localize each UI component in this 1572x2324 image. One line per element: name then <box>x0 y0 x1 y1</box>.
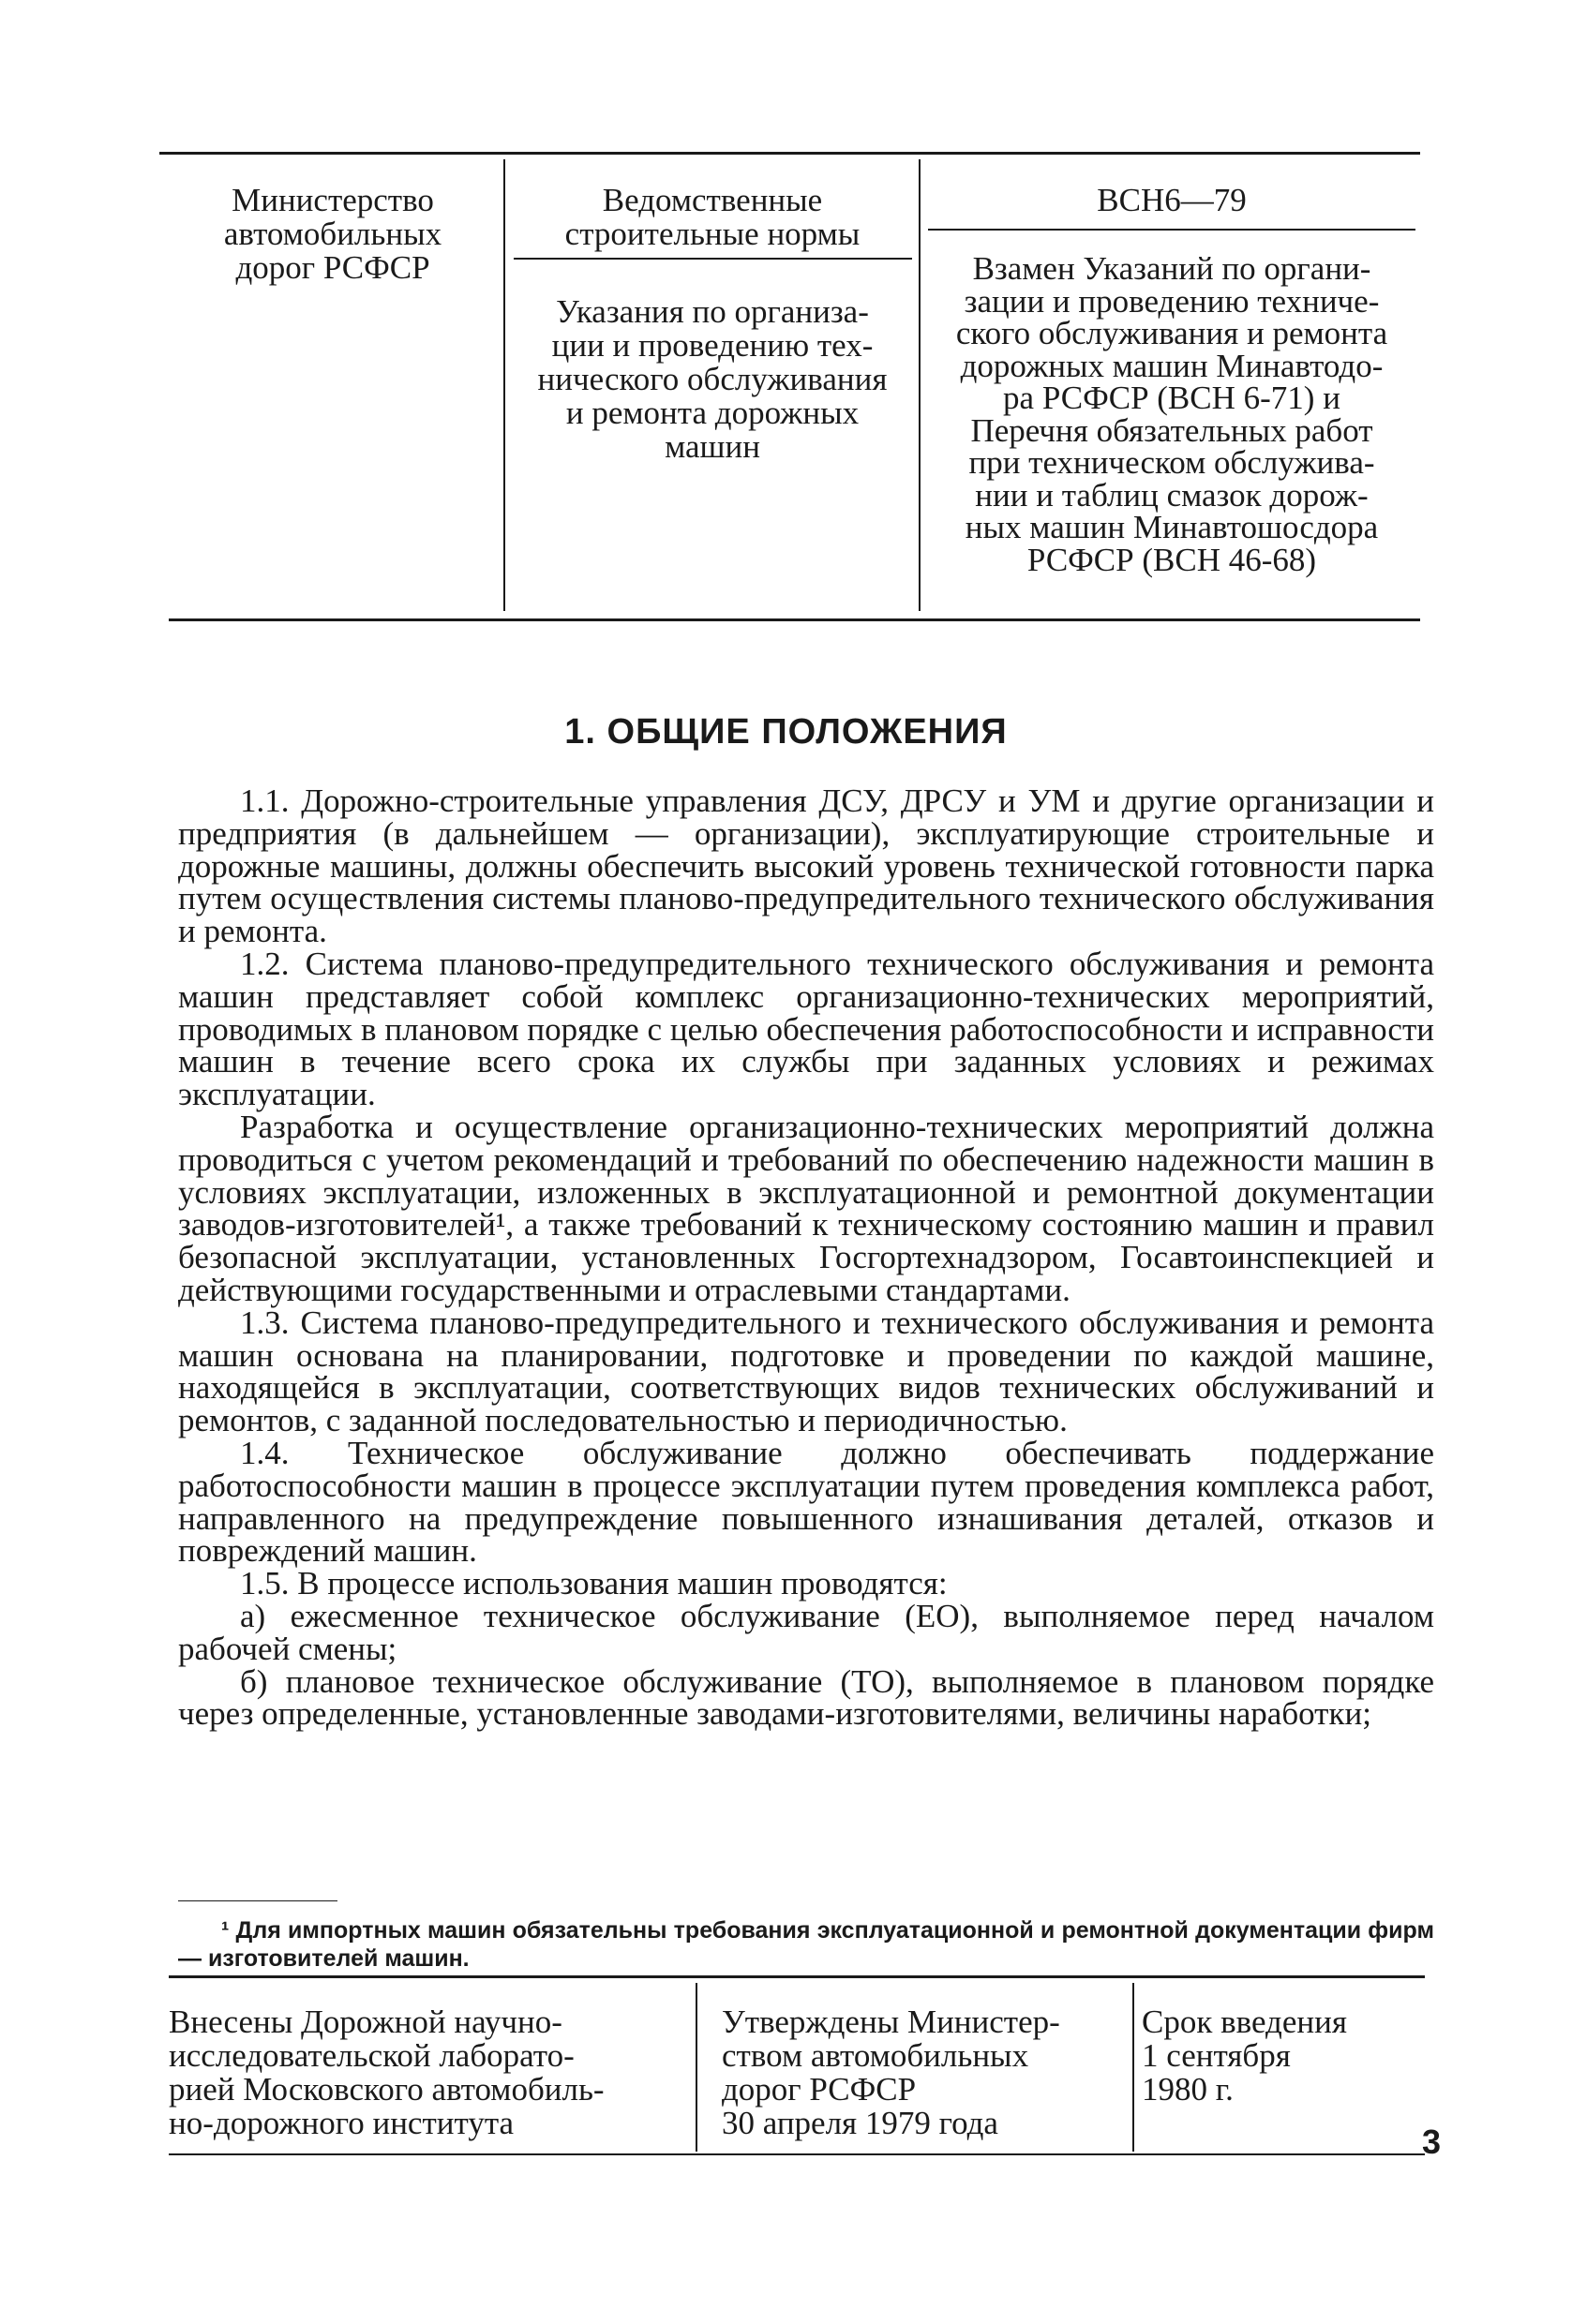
introduced-line: рией Московского автомобиль- <box>169 2071 605 2108</box>
approved-line: 30 апреля 1979 года <box>722 2105 998 2141</box>
ministry-line: автомобильных <box>223 216 442 252</box>
ministry-line: дорог РСФСР <box>235 249 430 286</box>
effective-line: Срок введения <box>1142 2004 1347 2040</box>
approved-line: Утверждены Министер- <box>722 2004 1060 2040</box>
replaces-line: РСФСР (ВСН 46-68) <box>1026 541 1317 578</box>
doc-title-line: машин <box>665 428 760 465</box>
norm-type-line: Ведомственные <box>602 182 823 218</box>
replaces-line: ных машин Минавтошосдора <box>965 509 1379 545</box>
paragraph-1-1: 1.1. Дорожно-строительные управления ДСУ, ДРСУ и УМ и другие организации и предприятия (в дальнейшем — организации), эксплуатирующие строительные и дорожные машины, должны обеспечить высокий уровень технической готовности парка путем осуществления системы планово-предупредительного технического обслуживания и ремонта. <box>178 782 1434 950</box>
introduced-cell <box>169 2005 684 2140</box>
paragraph-1-3: 1.3. Система планово-предупредительного и технического обслуживания и ремонта машин основана на планировании, подготовке и проведении по каждой машине, находящейся в эксплуатации, соответствующих видов технических обслуживаний и ремонтов, с заданной последовательностью и периодичностью. <box>178 1304 1434 1439</box>
effective-cell <box>1142 2005 1423 2107</box>
page-number: 3 <box>1421 2123 1441 2161</box>
body-text <box>178 782 1434 1733</box>
section-title: 1. ОБЩИЕ ПОЛОЖЕНИЯ <box>564 712 1008 752</box>
effective-line: 1980 г. <box>1142 2071 1234 2108</box>
paragraph-development: Разработка и осуществление организационно-технических мероприятий должна проводиться с учетом рекомендаций и требований по обеспечению надежности машин в условиях эксплуатации, изложенных в эксплуатационной и ремонтной документации заводов-изготовителей¹, а также требований к техническому состоянию машин и правил безопасной эксплуатации, установленных Госгортехнадзором, Госавтоинспекцией и действующими государственными и отраслевыми стандартами. <box>178 1108 1434 1308</box>
ministry-line: Министерство <box>232 182 434 218</box>
header-divider-1 <box>503 159 505 611</box>
footer-divider-2 <box>1132 1983 1134 2152</box>
footnote <box>178 1916 1434 1973</box>
footer-divider-1 <box>696 1983 697 2152</box>
replaces-line: при техническом обслужива- <box>968 444 1375 481</box>
approved-line: ством автомобильных <box>722 2037 1029 2074</box>
introduced-line: Внесены Дорожной научно- <box>169 2004 562 2040</box>
header-bottom-rule <box>169 618 1420 621</box>
replaces-line: Взамен Указаний по органи- <box>972 250 1371 287</box>
replaces-line: нии и таблиц смазок дорож- <box>975 476 1369 514</box>
paragraph-1-4: 1.4. Техническое обслуживание должно обеспечивать поддержание работоспособности машин в процессе эксплуатации путем проведения комплекса работ, направленного на предупреждение повышенного изнашивания деталей, отказов и повреждений машин. <box>178 1434 1434 1570</box>
footer-bottom-rule <box>169 2153 1425 2155</box>
doc-title-line: Указания по организа- <box>556 293 869 330</box>
norm-type-underline <box>514 258 912 260</box>
paragraph-1-2: 1.2. Система планово-предупредительного технического обслуживания и ремонта машин представляет собой комплекс организационно-технических мероприятий, проводимых в плановом порядке с целью обеспечения работоспособности и исправности машин в течение всего срока их службы при заданных условиях и режимах эксплуатации. <box>178 945 1434 1113</box>
introduced-line: но-дорожного института <box>169 2105 515 2141</box>
replaces-line: ского обслуживания и ремонта <box>955 315 1388 351</box>
replaces-cell <box>926 250 1417 578</box>
header-divider-2 <box>919 159 921 611</box>
approved-line: дорог РСФСР <box>722 2071 917 2108</box>
introduced-line: исследовательской лаборато- <box>169 2037 575 2074</box>
replaces-line: зации и проведению техниче- <box>964 282 1380 320</box>
list-item-a: а) ежесменное техническое обслуживание (ЕО), выполняемое перед началом рабочей смены; <box>178 1597 1434 1667</box>
norm-type-cell <box>511 184 914 251</box>
ministry-cell <box>169 184 497 285</box>
effective-line: 1 сентября <box>1142 2037 1291 2074</box>
doc-title-cell <box>511 295 914 464</box>
doc-title-line: ции и проведению тех- <box>551 327 874 364</box>
approved-cell <box>722 2005 1125 2140</box>
replaces-line: дорожных машин Минавтодо- <box>960 347 1384 384</box>
footer-top-rule <box>169 1975 1425 1978</box>
norm-type-line: строительные нормы <box>564 216 861 252</box>
code-underline <box>928 229 1415 231</box>
replaces-line: ра РСФСР (ВСН 6-71) и <box>1003 380 1340 416</box>
doc-title-line: и ремонта дорожных <box>565 395 860 431</box>
list-item-b: б) плановое техническое обслуживание (ТО), выполняемое в плановом порядке через определенные, установленные заводами-изготовителями, величины наработки; <box>178 1662 1434 1733</box>
footnote-text: ¹ Для импортных машин обязательны требования эксплуатационной и ремонтной документации фирм — изготовителей машин. <box>178 1917 1434 1972</box>
doc-title-line: нического обслуживания <box>537 361 888 397</box>
replaces-line: Перечня обязательных работ <box>970 411 1373 449</box>
header-top-rule <box>159 152 1420 155</box>
paragraph-1-5: 1.5. В процессе использования машин проводятся: <box>240 1565 948 1602</box>
doc-code: ВСН6—79 <box>1097 182 1247 218</box>
footnote-rule <box>178 1900 337 1901</box>
